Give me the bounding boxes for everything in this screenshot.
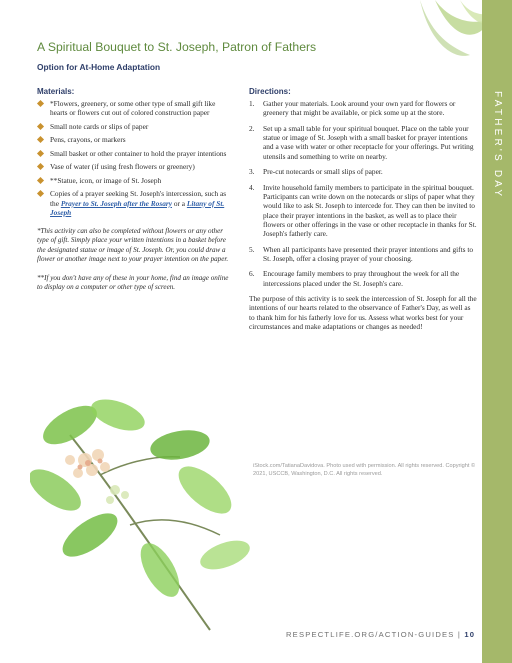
diamond-bullet-icon [37, 177, 44, 184]
materials-column [37, 99, 233, 292]
list-item: 4. Invite household family members to participate in the spiritual bouquet. Participants can write down on the notecards or slips of paper what they would like to ask St. Joseph to intercede for. They can then be invited to place their prayer intentions in the basket, as well as to place their flowers or other offerings in the vase or other receptacle in thanks for St. Joseph's fatherly care. [249, 182, 477, 239]
directions-column [249, 99, 477, 331]
list-item: Vase of water (if using fresh flowers or greenery) [37, 162, 233, 171]
list-item: 3. Pre-cut notecards or small slips of paper. [249, 167, 383, 177]
directions-list [249, 99, 477, 288]
diamond-bullet-icon [37, 163, 44, 170]
list-item: *Flowers, greenery, or some other type of small gift like hearts or flowers cut out of colored construction paper [37, 99, 233, 118]
note-no-gift: *This activity can also be completed without flowers or any other type of gift. Simply place your written intentions in a basket before the designated statue or image of St. Joseph. Or, you could draw a flower or another image next to your prayer intention on the paper. [37, 227, 229, 263]
page-number: 10 [464, 630, 476, 639]
list-item: 6. Encourage family members to pray throughout the week for all the intercessions placed under the St. Joseph's care. [249, 269, 460, 288]
purpose-paragraph: The purpose of this activity is to seek the intercession of St. Joseph for all the intentions of our hearts related to the observance of Father's Day, as well as to thank him for his fatherly love for us. Assess what works best for your circumstances and make adaptations or changes as needed! [249, 294, 477, 332]
diamond-bullet-icon [37, 123, 44, 130]
materials-heading: Materials: [37, 87, 75, 96]
list-item: Pens, crayons, or markers [37, 135, 233, 144]
diamond-bullet-icon [37, 100, 44, 107]
page-title: A Spiritual Bouquet to St. Joseph, Patron of Fathers [37, 40, 317, 54]
diamond-bullet-icon [37, 136, 44, 143]
list-item: **Statue, icon, or image of St. Joseph [37, 176, 233, 185]
directions-heading: Directions: [249, 87, 291, 96]
list-item: Small note cards or slips of paper [37, 122, 233, 131]
footer-url-link[interactable]: RESPECTLIFE.ORG/ACTION-GUIDES [286, 630, 455, 639]
sidebar-label: FATHER'S DAY [492, 90, 503, 200]
list-item: 1. Gather your materials. Look around your own yard for flowers or greenery that might be available, or pick some up at the store. [249, 99, 456, 118]
materials-list [37, 99, 233, 217]
list-item: 2. Set up a small table for your spiritual bouquet. Place on the table your statue or image of St. Joseph with a small basket for prayer intentions and a vase with water or other receptacle for your offerings. Put writing utensils and something to write on nearby. [249, 123, 474, 161]
list-item: 5. When all participants have presented their prayer intentions and gifts to St. Joseph, offer a closing prayer of your choosing. [249, 244, 474, 263]
footer-separator: | [457, 630, 462, 639]
prayer-to-st-joseph-link[interactable]: Prayer to St. Joseph after the Rosary [60, 198, 172, 208]
note-online-image: **If you don't have any of these in your home, find an image online to display on a computer or other type of screen. [37, 273, 229, 292]
page-subtitle: Option for At-Home Adaptation [37, 62, 161, 72]
diamond-bullet-icon [37, 150, 44, 157]
list-item: Copies of a prayer seeking St. Joseph's intercession, such as the Prayer to St. Joseph after the Rosary or a Litany of St. Joseph [37, 189, 233, 217]
list-item: Small basket or other container to hold the prayer intentions [37, 149, 233, 158]
litany-of-st-joseph-link[interactable]: Litany of St. Joseph [50, 198, 225, 217]
page-footer [286, 630, 475, 639]
diamond-bullet-icon [37, 190, 44, 197]
photo-credit: iStock.com/TatianaDavidova. Photo used with permission. All rights reserved. Copyright © 2021, USCCB, Washington, D.C. All rights reserved. [253, 463, 476, 477]
flower-branch-illustration-icon [30, 395, 260, 640]
